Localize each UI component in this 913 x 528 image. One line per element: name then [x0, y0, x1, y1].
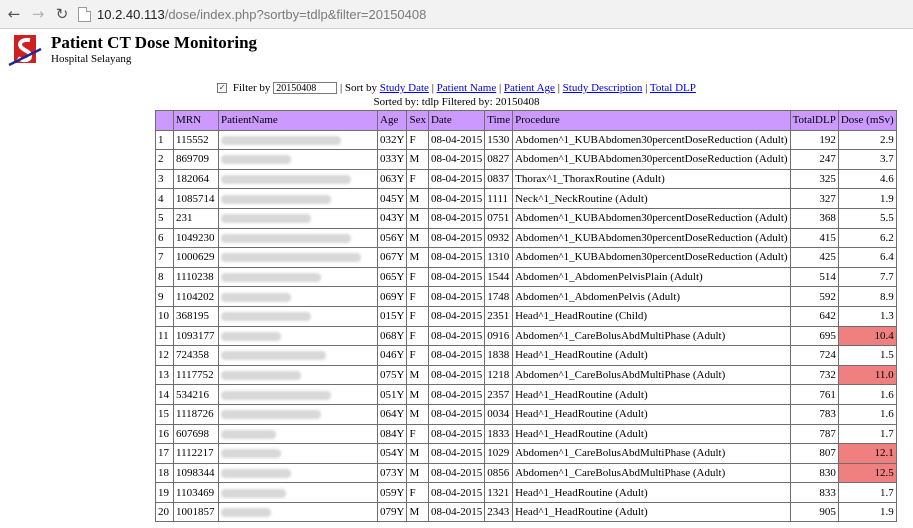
dose-cell: 2.9 [838, 130, 896, 150]
age-cell: 068Y [378, 326, 407, 346]
age-cell: 069Y [378, 287, 407, 307]
procedure-cell: Head^1_HeadRoutine (Adult) [513, 404, 790, 424]
total-dlp-cell: 327 [790, 189, 838, 209]
dose-cell: 1.6 [838, 385, 896, 405]
age-cell: 079Y [378, 502, 407, 522]
sex-cell: M [407, 365, 429, 385]
dose-cell: 11.0 [838, 365, 896, 385]
date-cell: 08-04-2015 [428, 189, 484, 209]
redacted-name [221, 195, 331, 204]
procedure-cell: Abdomen^1_KUBAbdomen30percentDoseReduction (Adult) [513, 130, 790, 150]
col-header-dose: Dose (mSv) [838, 111, 896, 131]
sex-cell: M [407, 385, 429, 405]
patient-name-cell [219, 404, 378, 424]
redacted-name [221, 155, 291, 164]
sort-link-study-description[interactable]: Study Description [562, 82, 643, 94]
redacted-name [221, 391, 331, 400]
redacted-name [221, 293, 291, 302]
row-index-cell: 16 [156, 424, 174, 444]
age-cell: 033Y [378, 150, 407, 170]
dose-cell: 5.5 [838, 208, 896, 228]
table-row [156, 306, 897, 326]
table-row [156, 463, 897, 483]
row-index-cell: 14 [156, 385, 174, 405]
date-cell: 08-04-2015 [428, 385, 484, 405]
sex-cell: F [407, 267, 429, 287]
redacted-name [221, 430, 276, 439]
table-row [156, 208, 897, 228]
row-index-cell: 11 [156, 326, 174, 346]
procedure-cell: Abdomen^1_CareBolusAbdMultiPhase (Adult) [513, 326, 790, 346]
table-row [156, 502, 897, 522]
mrn-cell: 1104202 [174, 287, 219, 307]
age-cell: 063Y [378, 169, 407, 189]
age-cell: 059Y [378, 483, 407, 503]
patient-name-cell [219, 385, 378, 405]
table-row [156, 287, 897, 307]
procedure-cell: Neck^1_NeckRoutine (Adult) [513, 189, 790, 209]
procedure-cell: Head^1_HeadRoutine (Adult) [513, 483, 790, 503]
procedure-cell: Abdomen^1_CareBolusAbdMultiPhase (Adult) [513, 365, 790, 385]
redacted-name [221, 449, 281, 458]
dose-cell: 6.4 [838, 248, 896, 268]
total-dlp-cell: 592 [790, 287, 838, 307]
patient-name-cell [219, 346, 378, 366]
sex-cell: M [407, 444, 429, 464]
redacted-name [221, 469, 291, 478]
sex-cell: M [407, 248, 429, 268]
procedure-cell: Abdomen^1_CareBolusAbdMultiPhase (Adult) [513, 444, 790, 464]
col-header-procedure: Procedure [513, 111, 790, 131]
patient-name-cell [219, 444, 378, 464]
sort-by-label: | Sort by [339, 82, 377, 94]
sex-cell: F [407, 287, 429, 307]
total-dlp-cell: 787 [790, 424, 838, 444]
patient-name-cell [219, 267, 378, 287]
date-cell: 08-04-2015 [428, 444, 484, 464]
time-cell: 1111 [485, 189, 513, 209]
mrn-cell: 182064 [174, 169, 219, 189]
mrn-cell: 115552 [174, 130, 219, 150]
date-cell: 08-04-2015 [428, 228, 484, 248]
row-index-cell: 17 [156, 444, 174, 464]
procedure-cell: Abdomen^1_CareBolusAbdMultiPhase (Adult) [513, 463, 790, 483]
mrn-cell: 1112217 [174, 444, 219, 464]
redacted-name [221, 508, 271, 517]
sex-cell: M [407, 463, 429, 483]
sort-link-study-date[interactable]: Study Date [379, 82, 429, 94]
back-arrow-icon[interactable]: ← [7, 5, 21, 23]
time-cell: 1833 [485, 424, 513, 444]
time-cell: 2343 [485, 502, 513, 522]
time-cell: 1218 [485, 365, 513, 385]
mrn-cell: 1093177 [174, 326, 219, 346]
row-index-cell: 7 [156, 248, 174, 268]
row-index-cell: 20 [156, 502, 174, 522]
mrn-cell: 1049230 [174, 228, 219, 248]
redacted-name [221, 371, 301, 380]
patient-name-cell [219, 483, 378, 503]
age-cell: 073Y [378, 463, 407, 483]
time-cell: 1748 [485, 287, 513, 307]
redacted-name [221, 214, 311, 223]
patient-name-cell [219, 228, 378, 248]
filter-label: Filter by [232, 82, 271, 94]
row-index-cell: 2 [156, 150, 174, 170]
patient-name-cell [219, 248, 378, 268]
total-dlp-cell: 695 [790, 326, 838, 346]
sex-cell: F [407, 424, 429, 444]
time-cell: 1544 [485, 267, 513, 287]
redacted-name [221, 175, 351, 184]
sex-cell: F [407, 346, 429, 366]
procedure-cell: Head^1_HeadRoutine (Adult) [513, 346, 790, 366]
redacted-name [221, 351, 326, 360]
age-cell: 051Y [378, 385, 407, 405]
table-row [156, 189, 897, 209]
age-cell: 015Y [378, 306, 407, 326]
col-header-mrn: MRN [174, 111, 219, 131]
row-index-cell: 6 [156, 228, 174, 248]
patient-name-cell [219, 306, 378, 326]
dose-cell: 10.4 [838, 326, 896, 346]
dose-cell: 12.1 [838, 444, 896, 464]
table-row [156, 169, 897, 189]
date-cell: 08-04-2015 [428, 130, 484, 150]
date-cell: 08-04-2015 [428, 483, 484, 503]
age-cell: 067Y [378, 248, 407, 268]
time-cell: 0916 [485, 326, 513, 346]
procedure-cell: Abdomen^1_KUBAbdomen30percentDoseReduction (Adult) [513, 228, 790, 248]
age-cell: 043Y [378, 208, 407, 228]
dose-cell: 1.7 [838, 483, 896, 503]
sex-cell: F [407, 169, 429, 189]
mrn-cell: 724358 [174, 346, 219, 366]
date-cell: 08-04-2015 [428, 306, 484, 326]
table-row [156, 346, 897, 366]
time-cell: 2351 [485, 306, 513, 326]
row-index-cell: 9 [156, 287, 174, 307]
table-row [156, 424, 897, 444]
col-header-age: Age [378, 111, 407, 131]
time-cell: 0034 [485, 404, 513, 424]
redacted-name [221, 136, 341, 145]
age-cell: 032Y [378, 130, 407, 150]
address-bar[interactable] [78, 4, 426, 24]
total-dlp-cell: 833 [790, 483, 838, 503]
total-dlp-cell: 514 [790, 267, 838, 287]
row-index-cell: 3 [156, 169, 174, 189]
dose-cell: 1.7 [838, 424, 896, 444]
redacted-name [221, 410, 321, 419]
patient-name-cell [219, 169, 378, 189]
date-cell: 08-04-2015 [428, 248, 484, 268]
procedure-cell: Abdomen^1_AbdomenPelvis (Adult) [513, 287, 790, 307]
patient-name-cell [219, 424, 378, 444]
mrn-cell: 1118726 [174, 404, 219, 424]
total-dlp-cell: 732 [790, 365, 838, 385]
table-row [156, 444, 897, 464]
date-cell: 08-04-2015 [428, 404, 484, 424]
row-index-cell: 12 [156, 346, 174, 366]
procedure-cell: Abdomen^1_KUBAbdomen30percentDoseReduction (Adult) [513, 248, 790, 268]
mrn-cell: 368195 [174, 306, 219, 326]
dose-cell: 1.9 [838, 189, 896, 209]
row-index-cell: 5 [156, 208, 174, 228]
patient-name-cell [219, 130, 378, 150]
dose-cell: 7.7 [838, 267, 896, 287]
col-header-sex: Sex [407, 111, 429, 131]
dose-cell: 1.3 [838, 306, 896, 326]
mrn-cell: 1085714 [174, 189, 219, 209]
sex-cell: F [407, 483, 429, 503]
patient-name-cell [219, 287, 378, 307]
filter-input[interactable] [273, 82, 337, 94]
procedure-cell: Head^1_HeadRoutine (Adult) [513, 424, 790, 444]
total-dlp-cell: 192 [790, 130, 838, 150]
total-dlp-cell: 325 [790, 169, 838, 189]
time-cell: 0827 [485, 150, 513, 170]
table-row [156, 228, 897, 248]
procedure-cell: Head^1_HeadRoutine (Child) [513, 306, 790, 326]
col-header-date: Date [428, 111, 484, 131]
table-row [156, 385, 897, 405]
patient-name-cell [219, 150, 378, 170]
time-cell: 0751 [485, 208, 513, 228]
row-index-cell: 4 [156, 189, 174, 209]
redacted-name [221, 489, 286, 498]
table-row [156, 326, 897, 346]
time-cell: 0932 [485, 228, 513, 248]
age-cell: 084Y [378, 424, 407, 444]
page-header [8, 33, 257, 73]
dose-cell: 1.6 [838, 404, 896, 424]
mrn-cell: 534216 [174, 385, 219, 405]
patient-name-cell [219, 463, 378, 483]
dose-cell: 4.6 [838, 169, 896, 189]
time-cell: 1321 [485, 483, 513, 503]
procedure-cell: Head^1_HeadRoutine (Adult) [513, 385, 790, 405]
age-cell: 056Y [378, 228, 407, 248]
total-dlp-cell: 807 [790, 444, 838, 464]
browser-toolbar [0, 0, 913, 29]
age-cell: 065Y [378, 267, 407, 287]
url-host: 10.2.40.113 [97, 6, 165, 22]
table-row [156, 404, 897, 424]
time-cell: 0837 [485, 169, 513, 189]
total-dlp-cell: 905 [790, 502, 838, 522]
mrn-cell: 1098344 [174, 463, 219, 483]
dose-table [155, 110, 897, 522]
app-title: Patient CT Dose Monitoring [51, 33, 258, 52]
sex-cell: M [407, 150, 429, 170]
sex-cell: F [407, 130, 429, 150]
date-cell: 08-04-2015 [428, 208, 484, 228]
age-cell: 046Y [378, 346, 407, 366]
forward-arrow-icon[interactable]: → [31, 5, 45, 23]
row-index-cell: 1 [156, 130, 174, 150]
sex-cell: M [407, 228, 429, 248]
mrn-cell: 869709 [174, 150, 219, 170]
col-header-time: Time [485, 111, 513, 131]
page-icon [78, 7, 91, 22]
procedure-cell: Thorax^1_ThoraxRoutine (Adult) [513, 169, 790, 189]
date-cell: 08-04-2015 [428, 463, 484, 483]
sex-cell: M [407, 404, 429, 424]
table-row [156, 130, 897, 150]
redacted-name [221, 234, 351, 243]
patient-name-cell [219, 365, 378, 385]
sort-link-patient-name[interactable]: Patient Name [436, 82, 497, 94]
url-path: /dose/index.php?sortby=tdlp&filter=20150408 [164, 6, 427, 22]
row-index-cell: 18 [156, 463, 174, 483]
date-cell: 08-04-2015 [428, 326, 484, 346]
procedure-cell: Abdomen^1_AbdomenPelvisPlain (Adult) [513, 267, 790, 287]
date-cell: 08-04-2015 [428, 502, 484, 522]
age-cell: 054Y [378, 444, 407, 464]
sex-cell: M [407, 189, 429, 209]
table-header-row [156, 111, 897, 131]
mrn-cell: 1110238 [174, 267, 219, 287]
patient-name-cell [219, 326, 378, 346]
total-dlp-cell: 247 [790, 150, 838, 170]
time-cell: 0856 [485, 463, 513, 483]
age-cell: 064Y [378, 404, 407, 424]
total-dlp-cell: 415 [790, 228, 838, 248]
dose-cell: 3.7 [838, 150, 896, 170]
redacted-name [221, 273, 321, 282]
sort-link-total-dlp[interactable]: Total DLP [649, 82, 696, 94]
row-index-cell: 13 [156, 365, 174, 385]
total-dlp-cell: 761 [790, 385, 838, 405]
sort-link-patient-age[interactable]: Patient Age [503, 82, 555, 94]
mrn-cell: 1103469 [174, 483, 219, 503]
mrn-cell: 1117752 [174, 365, 219, 385]
sex-cell: F [407, 306, 429, 326]
sex-cell: M [407, 208, 429, 228]
redacted-name [221, 253, 361, 262]
date-cell: 08-04-2015 [428, 365, 484, 385]
total-dlp-cell: 783 [790, 404, 838, 424]
age-cell: 045Y [378, 189, 407, 209]
sort-status: Sorted by: tdlp Filtered by: 20150408 [373, 96, 540, 108]
procedure-cell: Abdomen^1_KUBAbdomen30percentDoseReduction (Adult) [513, 208, 790, 228]
total-dlp-cell: 830 [790, 463, 838, 483]
time-cell: 1310 [485, 248, 513, 268]
total-dlp-cell: 724 [790, 346, 838, 366]
table-row [156, 483, 897, 503]
patient-name-cell [219, 208, 378, 228]
table-row [156, 267, 897, 287]
date-cell: 08-04-2015 [428, 267, 484, 287]
hospital-logo-icon [8, 33, 42, 67]
col-header-patient-name: PatientName [219, 111, 378, 131]
table-row [156, 150, 897, 170]
row-index-cell: 8 [156, 267, 174, 287]
table-row [156, 248, 897, 268]
table-row [156, 365, 897, 385]
dose-cell: 8.9 [838, 287, 896, 307]
mrn-cell: 607698 [174, 424, 219, 444]
time-cell: 2357 [485, 385, 513, 405]
total-dlp-cell: 642 [790, 306, 838, 326]
mrn-cell: 231 [174, 208, 219, 228]
total-dlp-cell: 368 [790, 208, 838, 228]
filter-checkbox[interactable]: ✓ [218, 83, 226, 92]
reload-icon[interactable]: ↻ [55, 5, 69, 23]
time-cell: 1530 [485, 130, 513, 150]
mrn-cell: 1000629 [174, 248, 219, 268]
dose-cell: 1.5 [838, 346, 896, 366]
dose-cell: 12.5 [838, 463, 896, 483]
patient-name-cell [219, 502, 378, 522]
time-cell: 1838 [485, 346, 513, 366]
patient-name-cell [219, 189, 378, 209]
redacted-name [221, 312, 311, 321]
date-cell: 08-04-2015 [428, 424, 484, 444]
time-cell: 1029 [485, 444, 513, 464]
procedure-cell: Head^1_HeadRoutine (Adult) [513, 502, 790, 522]
filter-sort-bar: ✓ Filter by 20150408 | Sort by Study Date | Patient Name | Patient Age | Study Description | Total DLP [0, 82, 913, 95]
row-index-cell: 15 [156, 404, 174, 424]
hospital-name: Hospital Selayang [51, 53, 132, 65]
col-header-total-dlp: TotalDLP [790, 111, 838, 131]
row-index-cell: 19 [156, 483, 174, 503]
date-cell: 08-04-2015 [428, 169, 484, 189]
date-cell: 08-04-2015 [428, 150, 484, 170]
redacted-name [221, 332, 281, 341]
row-index-cell: 10 [156, 306, 174, 326]
sex-cell: M [407, 502, 429, 522]
dose-cell: 1.9 [838, 502, 896, 522]
procedure-cell: Abdomen^1_KUBAbdomen30percentDoseReduction (Adult) [513, 150, 790, 170]
age-cell: 075Y [378, 365, 407, 385]
col-header-index [156, 111, 174, 131]
dose-cell: 6.2 [838, 228, 896, 248]
date-cell: 08-04-2015 [428, 346, 484, 366]
mrn-cell: 1001857 [174, 502, 219, 522]
total-dlp-cell: 425 [790, 248, 838, 268]
date-cell: 08-04-2015 [428, 287, 484, 307]
sex-cell: F [407, 326, 429, 346]
